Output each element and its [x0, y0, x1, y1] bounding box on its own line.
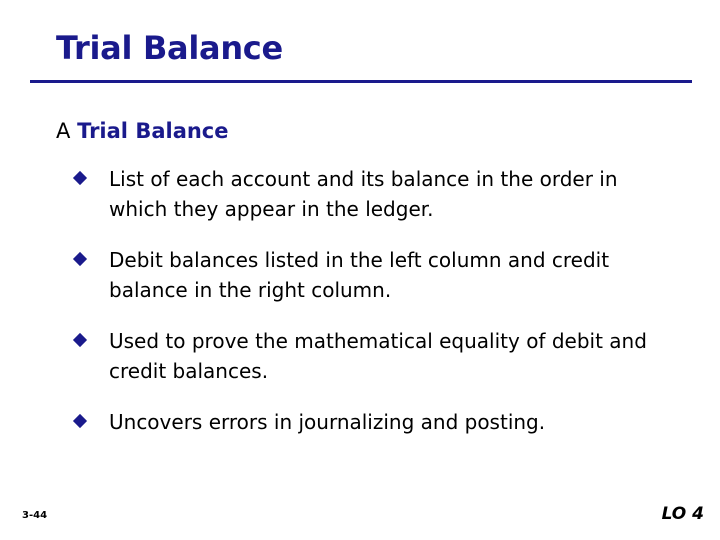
diamond-bullet-icon [73, 333, 87, 347]
diamond-bullet-icon [73, 252, 87, 266]
bullet-item [75, 326, 675, 386]
diamond-bullet-icon [73, 171, 87, 185]
diamond-bullet-icon [73, 414, 87, 428]
slide-title: Trial Balance [56, 29, 283, 67]
page-number: 3-44 [22, 510, 48, 521]
bullet-text: Used to prove the mathematical equality of debit and credit balances. [109, 329, 647, 383]
bullet-text: Uncovers errors in journalizing and posting. [109, 410, 546, 434]
bullet-text: Debit balances listed in the left column and credit balance in the right column. [109, 248, 610, 302]
bullet-text: List of each account and its balance in the order in which they appear in the ledger. [109, 167, 618, 221]
learning-objective-tag: LO 4 [661, 504, 704, 524]
bullet-item [75, 407, 675, 437]
intro-prefix: A [56, 119, 71, 143]
bullet-list [75, 164, 675, 458]
intro-term: Trial Balance [77, 119, 229, 143]
bullet-item [75, 245, 675, 305]
intro-line [56, 118, 229, 145]
title-divider [30, 80, 692, 83]
bullet-item [75, 164, 675, 224]
